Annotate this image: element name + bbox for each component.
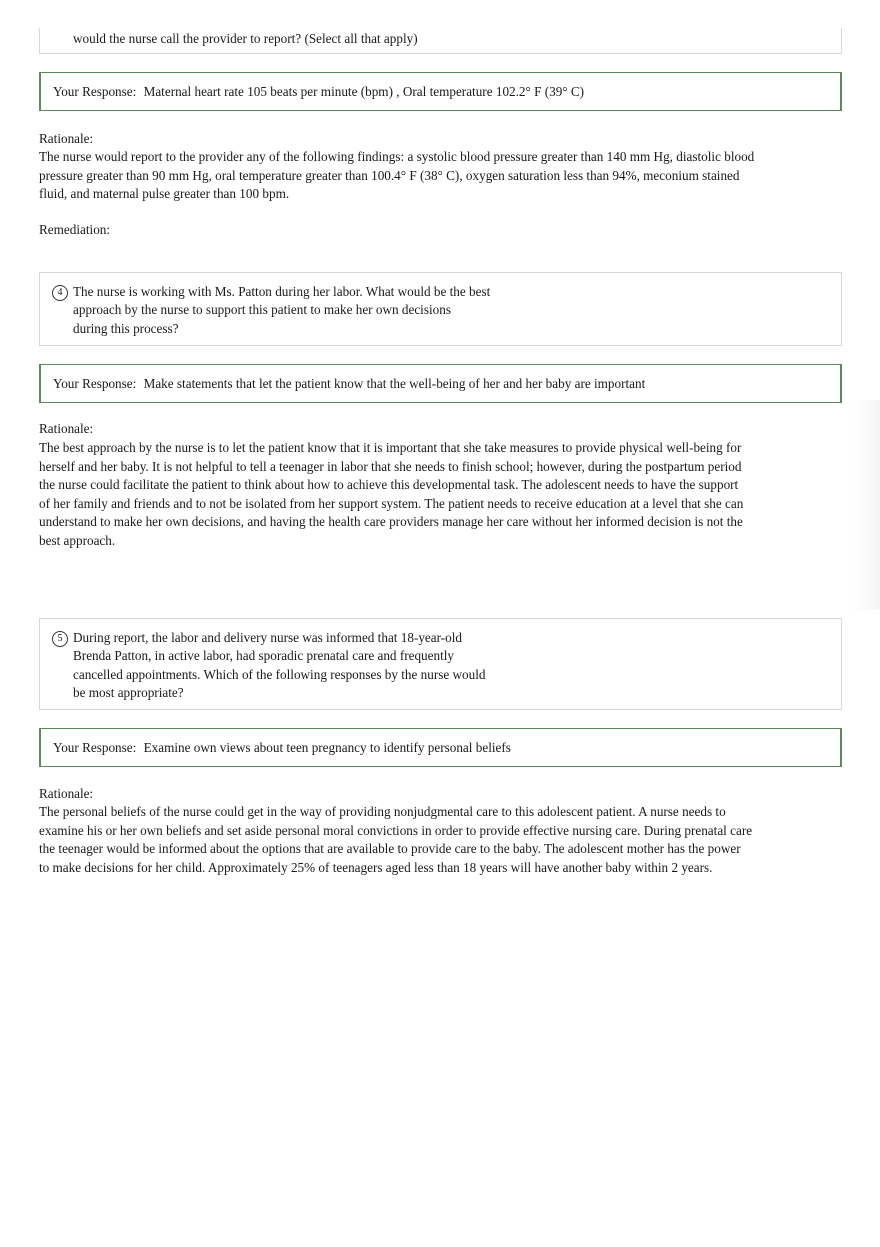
question-3-text: would the nurse call the provider to report? (Select all that apply) <box>73 31 418 46</box>
rationale-line: of her family and friends and to not be isolated from her support system. The patient needs to receive education at a level that she can <box>39 495 744 511</box>
response-label: Your Response: <box>53 740 137 755</box>
question-line: The nurse is working with Ms. Patton during her labor. What would be the best <box>73 284 491 299</box>
question-5-rationale-label: Rationale: <box>39 786 94 801</box>
response-label: Your Response: <box>53 84 137 99</box>
page-edge-shadow <box>850 400 880 610</box>
question-5-text <box>73 629 486 703</box>
question-3-response <box>53 84 584 100</box>
question-4-rationale-label: Rationale: <box>39 421 94 436</box>
rationale-line: The personal beliefs of the nurse could get in the way of providing nonjudgmental care to this adolescent patient. A nurse needs to <box>39 804 726 819</box>
question-5-response <box>53 740 511 756</box>
rationale-line: herself and her baby. It is not helpful to tell a teenager in labor that she needs to finish school; however, during the postpartum period <box>39 458 742 474</box>
rationale-line: examine his or her own beliefs and set aside personal moral convictions in order to provide effective nursing care. During prenatal care <box>39 822 753 838</box>
question-3-box <box>39 28 842 54</box>
question-4-box <box>39 272 842 346</box>
question-line: during this process? <box>73 320 179 336</box>
question-line: cancelled appointments. Which of the following responses by the nurse would <box>73 666 486 682</box>
rationale-line: the nurse could facilitate the patient to think about how to achieve this developmental task. The adolescent needs to have the support <box>39 477 739 493</box>
response-value: Maternal heart rate 105 beats per minute (bpm) , Oral temperature 102.2° F (39° C) <box>143 84 585 99</box>
question-4-text <box>73 283 490 338</box>
rationale-line: best approach. <box>39 532 116 548</box>
question-line: Brenda Patton, in active labor, had sporadic prenatal care and frequently <box>73 648 455 664</box>
question-4-response-box <box>39 364 842 403</box>
question-4-rationale <box>39 439 769 551</box>
question-5-box <box>39 618 842 710</box>
question-5-number: 5 <box>52 631 68 647</box>
question-5-response-box <box>39 728 842 767</box>
rationale-line: pressure greater than 90 mm Hg, oral temperature greater than 100.4° F (38° C), oxygen saturation less than 94%, meconium stained <box>39 167 740 183</box>
rationale-line: understand to make her own decisions, and having the health care providers manage her care without her informed decision is not the <box>39 514 743 530</box>
question-line: approach by the nurse to support this patient to make her own decisions <box>73 302 451 318</box>
rationale-line: The best approach by the nurse is to let the patient know that it is important that she take measures to provide physical well-being for <box>39 440 742 455</box>
rationale-line: The nurse would report to the provider any of the following findings: a systolic blood pressure greater than 140 mm Hg, diastolic blood <box>39 149 755 164</box>
question-3-remediation-label: Remediation: <box>39 222 111 237</box>
question-3-response-box <box>39 72 842 111</box>
question-3-rationale <box>39 148 769 204</box>
question-line: be most appropriate? <box>73 685 184 701</box>
question-4-number: 4 <box>52 285 68 301</box>
question-3-rationale-label: Rationale: <box>39 131 94 146</box>
response-value: Examine own views about teen pregnancy to identify personal beliefs <box>143 740 511 755</box>
question-line: During report, the labor and delivery nurse was informed that 18-year-old <box>73 630 463 645</box>
question-4-response <box>53 376 645 392</box>
question-5-rationale <box>39 803 769 877</box>
rationale-line: fluid, and maternal pulse greater than 100 bpm. <box>39 186 290 202</box>
rationale-line: the teenager would be informed about the options that are available to provide care to the baby. The adolescent mother has the power <box>39 841 741 857</box>
response-label: Your Response: <box>53 376 137 391</box>
response-value: Make statements that let the patient know that the well-being of her and her baby are important <box>143 376 646 391</box>
rationale-line: to make decisions for her child. Approximately 25% of teenagers aged less than 18 years will have another baby within 2 years. <box>39 859 713 875</box>
